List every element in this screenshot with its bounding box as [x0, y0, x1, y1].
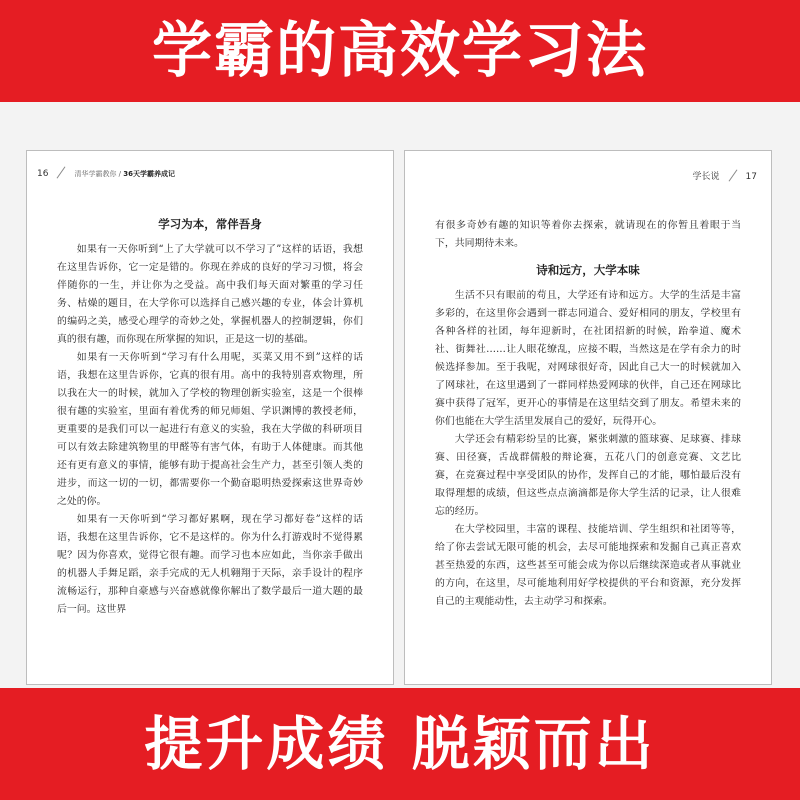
right-page [404, 150, 772, 685]
left-paragraph-2: 如果有一天你听到“学习有什么用呢，买菜又用不到”这样的话语，我想在这里告诉你，它真的很有用。高中的我特别喜欢物理，所以我在大一的时候，就加入了学校的物理创新实验室，这是一个很棒很有趣的实验室，里面有着优秀的师兄师姐、学识渊博的教授老师，更重要的是我们可以一起进行有意义的实验，我在大学做的科研项目可以有效去除建筑物里的甲醛等有害气体，有助于人体健康。而其他还有更有意义的事情，能够有助于提高社会生产力，甚至引领人类的进步，而这一切的一切，都需要你一个勤奋聪明热爱探索这世界奇妙之处的你。 [57, 352, 363, 507]
top-banner [0, 0, 800, 102]
left-paragraph-3: 如果有一天你听到“学习都好累啊，现在学习都好卷”这样的话语，我想在这里告诉你，它不是这样的。你为什么打游戏时不觉得累呢？因为你喜欢，觉得它很有趣。而学习也本应如此，当你亲手做出的机器人手舞足蹈，亲手完成的无人机翱翔于天际，亲手设计的程序流畅运行，那种自豪感与兴奋感就像你解出了数学最后一道大题的最后一问。这世界 [57, 514, 363, 615]
right-intro-paragraph: 有很多奇妙有趣的知识等着你去探索，就请现在的你暂且着眼于当下，共同期待未来。 [435, 220, 741, 249]
left-page-content [57, 217, 363, 619]
series-name: 清华学霸教你 [74, 170, 117, 178]
left-page [26, 150, 394, 685]
right-page-number: 17 [745, 172, 757, 182]
right-section-title: 诗和远方，大学本味 [536, 263, 640, 277]
header-divider [57, 166, 66, 178]
bottom-banner [0, 688, 800, 800]
bottom-banner-title: 提升成绩 脱颖而出 [144, 710, 656, 778]
right-page-content [435, 217, 741, 611]
right-paragraph-2: 大学还会有精彩纷呈的比赛，紧张刺激的篮球赛、足球赛、排球赛、田径赛，舌战群儒般的辩论赛，五花八门的创意竞赛、文艺比赛，在竞赛过程中享受团队的协作，发挥自己的才能，哪怕最后没有取得理想的成绩，但这些点点滴滴都是你大学生活的记录，让人很难忘的经历。 [435, 434, 741, 517]
right-paragraph-1: 生活不只有眼前的苟且，大学还有诗和远方。大学的生活是丰富多彩的，在这里你会遇到一群志同道合、爱好相同的朋友，学校里有各种各样的社团，每年迎新时，在社团招新的时候，跆拳道、魔术社、街舞社……让人眼花缭乱，应接不暇，当然这是在学有余力的时候选择参加。至于我呢，对网球很好奇，因此自己大一的时候就加入了网球社，在这里遇到了一群同样热爱网球的伙伴，自己还在网球比赛中获得了冠军，更开心的事情是在这里结交到了朋友。希望未来的你们也能在大学生活里发展自己的爱好，玩得开心。 [435, 290, 741, 427]
left-paragraph-1: 如果有一天你听到“上了大学就可以不学习了”这样的话语，我想在这里告诉你，它一定是错的。你现在养成的良好的学习习惯，将会伴随你的一生，并让你为之受益。高中我们每天面对繁重的学习任务、枯燥的题目，在大学你可以选择自己感兴趣的专业，体会计算机的编码之美，感受心理学的奇妙之处，掌握机器人的控制逻辑，你们真的很有趣，而你现在所掌握的知识，正是这一切的基础。 [57, 244, 363, 345]
right-header-title: 学长说 [692, 172, 720, 182]
top-banner-title: 学霸的高效学习法 [152, 16, 648, 86]
header-divider [728, 169, 737, 181]
left-page-header: 16 清华学霸教你 / 36天学霸养成记 [37, 169, 175, 179]
left-section-title: 学习为本，常伴吾身 [158, 217, 262, 231]
book-title: 36天学霸养成记 [123, 170, 176, 178]
right-page-header [693, 169, 757, 182]
left-page-number: 16 [37, 169, 49, 179]
right-paragraph-3: 在大学校园里，丰富的课程、技能培训、学生组织和社团等等，给了你去尝试无限可能的机会，去尽可能地探索和发掘自己真正喜欢甚至热爱的东西，这些甚至可能会成为你以后继续深造或者从事就业的方向，在这里，尽可能地利用好学校提供的平台和资源，充分发挥自己的主观能动性，去主动学习和探索。 [435, 524, 741, 607]
